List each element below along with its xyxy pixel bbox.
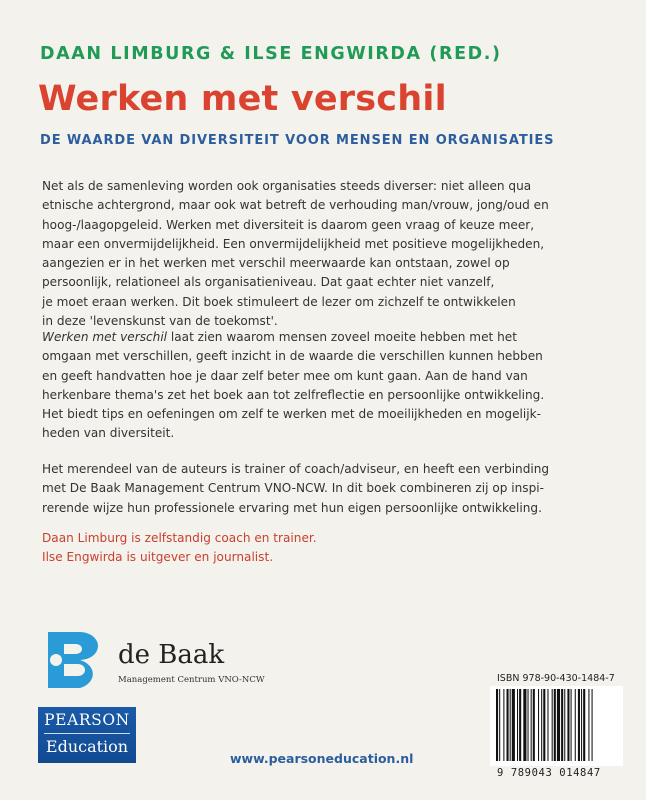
barcode-digits: 9 789043 014847	[497, 767, 601, 779]
blurb-paragraph-3	[42, 460, 622, 518]
publisher-url: www.pearsoneducation.nl	[230, 751, 414, 766]
barcode-bar	[507, 689, 509, 761]
blurb-line: Net als de samenleving worden ook organisaties steeds diverser: niet alleen qua	[42, 179, 532, 193]
barcode-bar	[531, 689, 532, 761]
barcode-bar	[588, 689, 589, 761]
blurb-line: persoonlijk, relationeel als organisatieniveau. Dat gaat echter niet vanzelf,	[42, 275, 495, 290]
barcode-bar	[510, 689, 511, 761]
blurb-line	[42, 328, 622, 347]
author-bio: Daan Limburg is zelfstandig coach en trainer.	[42, 531, 317, 545]
barcode-bar	[554, 689, 556, 761]
blurb-line-rest: laat zien waarom mensen zoveel moeite hebben met het	[167, 330, 517, 344]
barcode-bar	[541, 689, 542, 761]
de-baak-subtitle: Management Centrum VNO-NCW	[118, 675, 265, 685]
barcode-bar	[552, 689, 553, 761]
italic-title: Werken met verschil	[42, 330, 168, 344]
blurb-line: maar een onvermijdelijkheid. Een onvermijdelijkheid met positieve mogelijkheden,	[42, 236, 545, 251]
barcode-bar	[512, 689, 515, 761]
pearson-divider	[44, 733, 130, 734]
barcode-bar	[533, 689, 535, 761]
barcode-bar	[571, 689, 572, 761]
blurb-line: met De Baak Management Centrum VNO-NCW. In dit boek combineren zij op inspi-	[42, 481, 544, 496]
de-baak-wordmark: de Baak	[118, 640, 225, 670]
book-subtitle: DE WAARDE VAN DIVERSITEIT VOOR MENSEN EN ORGANISATIES	[40, 133, 555, 148]
barcode-bar	[575, 689, 576, 761]
barcode-bar	[538, 689, 539, 761]
barcode-bar	[564, 689, 565, 761]
blurb-line: herkenbare thema's zet het boek aan tot zelfreflectie en persoonlijke ontwikkeling.	[42, 387, 545, 402]
blurb-line: aangezien er in het werken met verschil meerwaarde kan ontstaan, zowel op	[42, 256, 510, 271]
book-title: Werken met verschil	[38, 79, 447, 119]
blurb-line: en geeft handvatten hoe je daar zelf beter mee om kunt gaan. Aan de hand van	[42, 368, 528, 383]
blurb-line: omgaan met verschillen, geeft inzicht in de waarde die verschillen kunnen hebben	[42, 349, 543, 364]
de-baak-logo-icon	[40, 630, 108, 690]
author-bio: Ilse Engwirda is uitgever en journalist.	[42, 550, 274, 565]
barcode-bar	[517, 689, 518, 761]
barcode-bar	[499, 689, 500, 761]
education-wordmark: Education	[45, 737, 129, 756]
author-bios	[42, 529, 622, 568]
blurb-line: in deze 'levenskunst van de toekomst'.	[42, 314, 278, 329]
barcode-bar	[519, 689, 521, 761]
barcode	[490, 686, 623, 766]
blurb-line: etnische achtergrond, maar ook wat betreft de verhouding man/vrouw, jong/oud en	[42, 198, 549, 213]
pearson-education-logo	[38, 707, 136, 763]
blurb-paragraph-2	[42, 328, 622, 444]
barcode-bars-icon	[490, 686, 623, 766]
blurb-paragraph-1	[42, 177, 622, 331]
barcode-bar	[578, 689, 580, 761]
barcode-bar	[592, 689, 593, 761]
blurb-line: rerende wijze hun professionele ervaring met hun eigen persoonlijke ontwikkeling.	[42, 500, 542, 515]
barcode-bar	[543, 689, 545, 761]
barcode-bar	[523, 689, 526, 761]
pearson-wordmark: PEARSON	[44, 711, 130, 729]
barcode-bar	[581, 689, 582, 761]
isbn-label: ISBN 978-90-430-1484-7	[497, 673, 615, 684]
barcode-bar	[561, 689, 563, 761]
authors-line: DAAN LIMBURG & ILSE ENGWIRDA (RED.)	[40, 44, 502, 64]
blurb-line: heden van diversiteit.	[42, 426, 175, 441]
blurb-line: je moet eraan werken. Dit boek stimuleert de lezer om zichzelf te ontwikkelen	[42, 294, 516, 309]
barcode-bar	[567, 689, 569, 761]
barcode-bar	[496, 689, 498, 761]
barcode-bar	[503, 689, 504, 761]
blurb-line: Het merendeel van de auteurs is trainer of coach/adviseur, en heeft een verbinding	[42, 462, 550, 476]
barcode-bar	[547, 689, 548, 761]
barcode-bar	[557, 689, 560, 761]
barcode-bar	[583, 689, 585, 761]
blurb-line: Het biedt tips en oefeningen om zelf te werken met de moeilijkheden en mogelijk-	[42, 407, 541, 422]
barcode-bar	[528, 689, 529, 761]
blurb-line: hoog-/laagopgeleid. Werken met diversiteit is daarom geen vraag of keuze meer,	[42, 217, 535, 232]
